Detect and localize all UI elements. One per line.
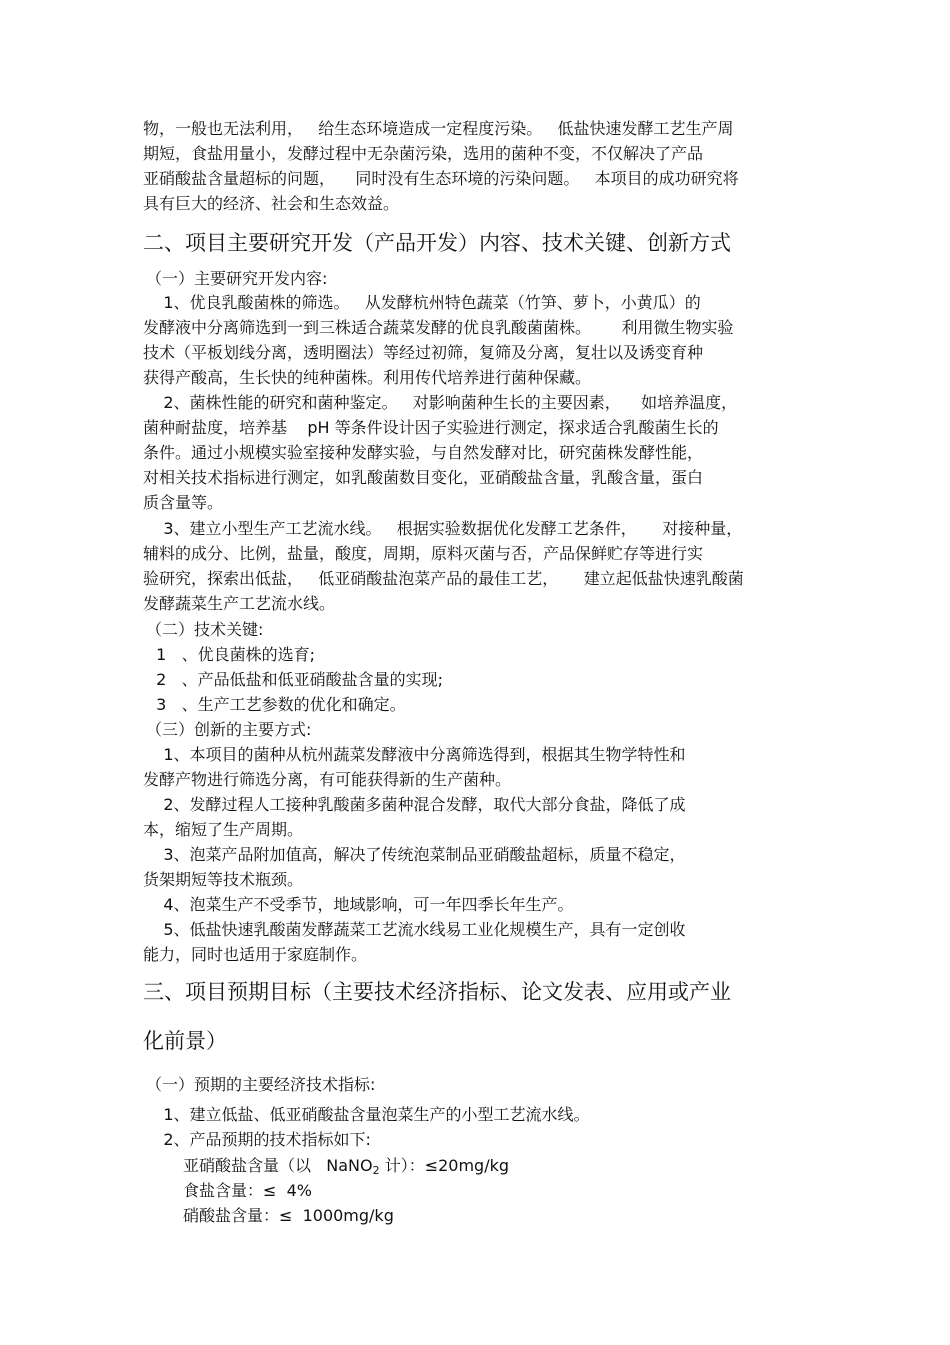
section-heading: 三、项目预期目标（主要技术经济指标、论文发表、应用或产业 [143, 980, 731, 1004]
paragraph-line: 获得产酸高，生长快的纯种菌株。利用传代培养进行菌种保藏。 [143, 368, 592, 387]
section-heading: 二、项目主要研究开发（产品开发）内容、技术关键、创新方式 [143, 231, 731, 255]
paragraph-line: 发酵液中分离筛选到一到三株适合蔬菜发酵的优良乳酸菌菌株。 利用微生物实验 [143, 318, 734, 337]
spec-salt: 食盐含量：≤ 4% [183, 1181, 312, 1200]
paragraph-line: 货架期短等技术瓶颈。 [143, 870, 304, 889]
paragraph-line: 3、建立小型生产工艺流水线。 根据实验数据优化发酵工艺条件， 对接种量， [143, 519, 743, 538]
paragraph-line: 2、发酵过程人工接种乳酸菌多菌种混合发酵，取代大部分食盐，降低了成 [143, 795, 686, 814]
list-item: 3 、生产工艺参数的优化和确定。 [146, 695, 406, 714]
paragraph-line: 发酵产物进行筛选分离，有可能获得新的生产菌种。 [143, 770, 512, 789]
paragraph-line: 辅料的成分、比例，盐量，酸度，周期，原料灭菌与否，产品保鲜贮存等进行实 [143, 544, 704, 563]
paragraph-line: 条件。通过小规模实验室接种发酵实验，与自然发酵对比，研究菌株发酵性能， [143, 443, 704, 462]
intro-line: 亚硝酸盐含量超标的问题， 同时没有生态环境的污染问题。 本项目的成功研究将 [143, 169, 739, 188]
spec-nitrite [183, 1155, 509, 1182]
intro-line: 物，一般也无法利用， 给生态环境造成一定程度污染。 低盐快速发酵工艺生产周 [143, 119, 734, 138]
paragraph-line: 本，缩短了生产周期。 [143, 820, 304, 839]
intro-line: 具有巨大的经济、社会和生态效益。 [143, 194, 400, 213]
paragraph-line: 发酵蔬菜生产工艺流水线。 [143, 594, 336, 613]
paragraph-line: 5、低盐快速乳酸菌发酵蔬菜工艺流水线易工业化规模生产，具有一定创收 [143, 920, 686, 939]
list-item: 1、建立低盐、低亚硝酸盐含量泡菜生产的小型工艺流水线。 [143, 1105, 590, 1124]
paragraph-line: 3、泡菜产品附加值高，解决了传统泡菜制品亚硝酸盐超标，质量不稳定， [143, 845, 686, 864]
paragraph-line: 对相关技术指标进行测定，如乳酸菌数目变化，亚硝酸盐含量，乳酸含量，蛋白 [143, 468, 704, 487]
list-item: 1 、优良菌株的选育; [146, 645, 316, 664]
subscript: 2 [372, 1164, 380, 1177]
spec-nitrate: 硝酸盐含量：≤ 1000mg/kg [183, 1206, 394, 1225]
list-item: 2 、产品低盐和低亚硝酸盐含量的实现; [146, 670, 444, 689]
spec-nitrite-label: 亚硝酸盐含量（以 NaNO [183, 1156, 373, 1175]
subsection-title: （一）预期的主要经济技术指标: [146, 1075, 376, 1094]
paragraph-line: 技术（平板划线分离，透明圈法）等经过初筛，复筛及分离，复壮以及诱变育种 [143, 343, 704, 362]
subsection-title: （三）创新的主要方式: [146, 720, 312, 739]
paragraph-line: 1、优良乳酸菌株的筛选。 从发酵杭州特色蔬菜（竹笋、萝卜，小黄瓜）的 [143, 293, 701, 312]
paragraph-line: 2、菌株性能的研究和菌种鉴定。 对影响菌种生长的主要因素， 如培养温度， [143, 393, 738, 412]
spec-nitrite-value: 计）：≤20mg/kg [379, 1156, 510, 1175]
paragraph-line: 能力，同时也适用于家庭制作。 [143, 945, 368, 964]
paragraph-line: 4、泡菜生产不受季节，地域影响，可一年四季长年生产。 [143, 895, 574, 914]
intro-line: 期短，食盐用量小，发酵过程中无杂菌污染，选用的菌种不变，不仅解决了产品 [143, 144, 704, 163]
paragraph-line: 1、本项目的菌种从杭州蔬菜发酵液中分离筛选得到，根据其生物学特性和 [143, 745, 686, 764]
subsection-title: （二）技术关键: [146, 620, 264, 639]
paragraph-line: 质含量等。 [143, 493, 224, 512]
paragraph-line: 验研究，探索出低盐， 低亚硝酸盐泡菜产品的最佳工艺， 建立起低盐快速乳酸菌 [143, 569, 744, 588]
list-item: 2、产品预期的技术指标如下: [143, 1130, 371, 1149]
paragraph-line: 菌种耐盐度，培养基 pH 等条件设计因子实验进行测定，探求适合乳酸菌生长的 [143, 418, 719, 437]
subsection-title: （一）主要研究开发内容: [146, 269, 328, 288]
section-heading: 化前景） [143, 1029, 227, 1053]
